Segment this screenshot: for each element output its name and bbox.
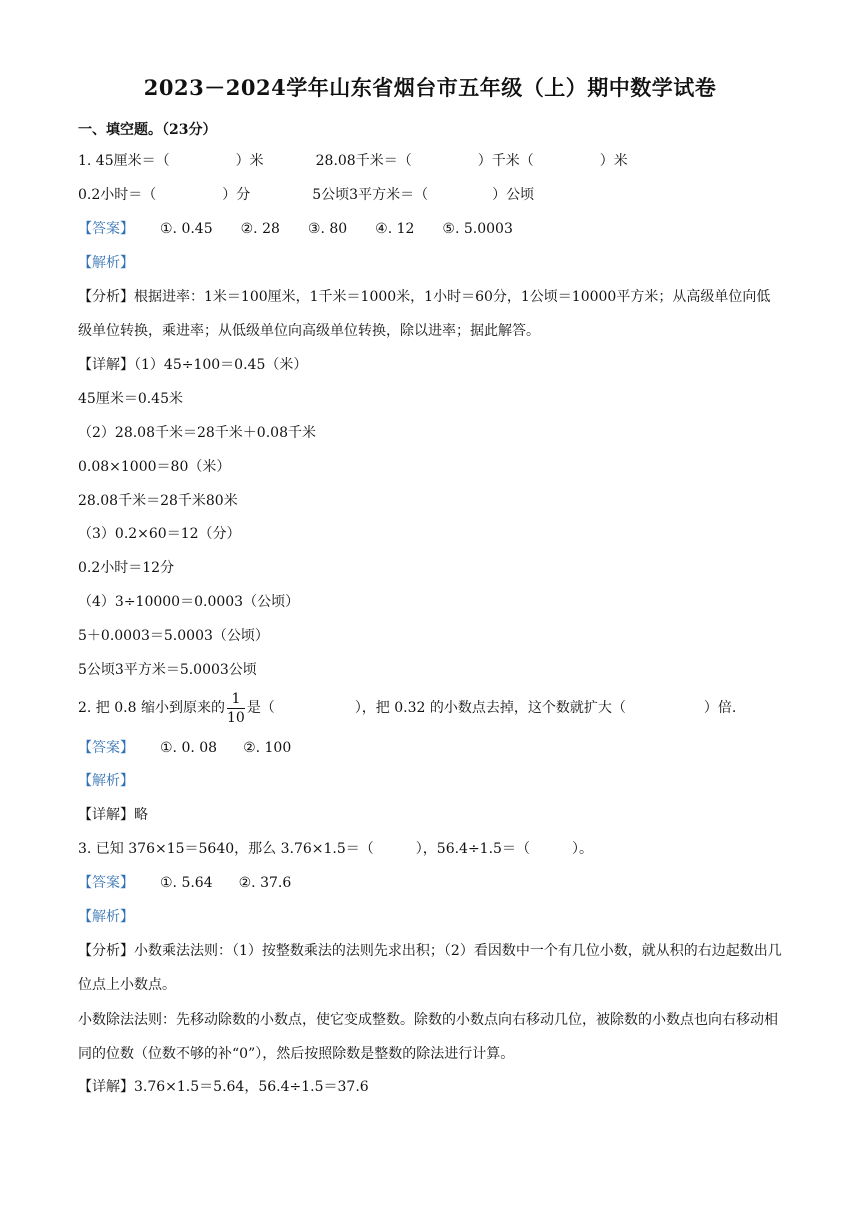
q1-step: 0.08×1000＝80（米） bbox=[78, 459, 231, 475]
q1-step: 28.08千米＝28千米80米 bbox=[78, 493, 238, 509]
xiangjie-text: 略 bbox=[134, 807, 148, 823]
xiangjie-tag: 【详解】 bbox=[78, 357, 134, 373]
analysis-tag: 【解析】 bbox=[78, 255, 134, 271]
answer-item: ①. 5.64 bbox=[160, 875, 213, 891]
q1-answer-line bbox=[78, 219, 513, 239]
answer-item: ②. 100 bbox=[243, 740, 292, 756]
step: （1）45÷100＝0.45（米） bbox=[134, 357, 308, 373]
q1-step: （2）28.08千米＝28千米＋0.08千米 bbox=[78, 425, 316, 441]
q1-step: 0.2小时＝12分 bbox=[78, 560, 175, 576]
q2-text: ）倍. bbox=[703, 700, 737, 716]
answer-item: ⑤. 5.0003 bbox=[442, 221, 513, 237]
q3-detail bbox=[78, 1077, 369, 1097]
page-title: 2023－2024学年山东省烟台市五年级（上）期中数学试卷 bbox=[143, 75, 717, 100]
q1-text: ）分 bbox=[222, 187, 251, 203]
xiangjie-tag: 【详解】 bbox=[78, 807, 134, 823]
q3-text: 3. 已知 376×15＝5640，那么 3.76×1.5＝（ bbox=[78, 841, 374, 857]
q1-detail-1 bbox=[78, 355, 307, 375]
q1-text: 0.2小时＝（ bbox=[78, 187, 157, 203]
q3-line bbox=[78, 839, 593, 859]
answer-item: ②. 37.6 bbox=[238, 875, 292, 891]
fenxi-tag: 【分析】 bbox=[78, 943, 134, 959]
analysis-tag: 【解析】 bbox=[78, 773, 134, 789]
q2-line bbox=[78, 688, 736, 728]
answer-item: ④. 12 bbox=[375, 221, 415, 237]
fenxi-tag: 【分析】 bbox=[78, 289, 134, 305]
fenxi-text: 小数乘法法则：（1）按整数乘法的法则先求出积；（2）看因数中一个有几位小数，就从积的右边起数出几位点上小数点。 bbox=[78, 943, 782, 993]
q1-text: ）米 bbox=[599, 153, 628, 169]
fraction-denominator: 10 bbox=[226, 709, 245, 726]
q3-analysis-1 bbox=[78, 934, 784, 1002]
q1-analysis bbox=[78, 280, 784, 348]
q1-step: 5公顷3平方米＝5.0003公顷 bbox=[78, 662, 257, 678]
section-heading: 一、填空题。（23分） bbox=[78, 122, 217, 138]
q3-answer-line bbox=[78, 873, 291, 893]
analysis-tag: 【解析】 bbox=[78, 909, 134, 925]
q2-text: ），把 0.32 的小数点去掉，这个数就扩大（ bbox=[354, 700, 626, 716]
q2-answer-line bbox=[78, 738, 291, 758]
q2-text: 是（ bbox=[246, 700, 275, 716]
q3-analysis-2: 小数除法法则：先移动除数的小数点，使它变成整数。除数的小数点向右移动几位，被除数的小数点也向右移动相同的位数（位数不够的补“0”），然后按照除数是整数的除法进行计算。 bbox=[78, 1012, 778, 1062]
answer-tag: 【答案】 bbox=[78, 740, 134, 756]
q1-line1 bbox=[78, 151, 628, 171]
fraction-numerator: 1 bbox=[227, 690, 245, 709]
q1-step: 5＋0.0003＝5.0003（公顷） bbox=[78, 628, 269, 644]
q1-step: 45厘米＝0.45米 bbox=[78, 391, 183, 407]
answer-item: ①. 0.45 bbox=[160, 221, 213, 237]
q1-text: ）千米（ bbox=[477, 153, 534, 169]
answer-tag: 【答案】 bbox=[78, 875, 134, 891]
q1-step: （3）0.2×60＝12（分） bbox=[78, 526, 241, 542]
q1-text: ）米 bbox=[235, 153, 264, 169]
fraction bbox=[227, 690, 245, 727]
fenxi-text: 根据进率：1米＝100厘米，1千米＝1000米，1小时＝60分，1公顷＝10000平方米；从高级单位向低级单位转换，乘进率；从低级单位向高级单位转换，除以进率；据此解答。 bbox=[78, 289, 771, 339]
answer-item: ②. 28 bbox=[240, 221, 280, 237]
answer-tag: 【答案】 bbox=[78, 221, 134, 237]
q1-step: （4）3÷10000＝0.0003（公顷） bbox=[78, 594, 300, 610]
answer-item: ③. 80 bbox=[307, 221, 348, 237]
q2-detail bbox=[78, 805, 148, 825]
q1-text: 1. 45厘米＝（ bbox=[78, 153, 170, 169]
xiangjie-tag: 【详解】 bbox=[78, 1079, 134, 1095]
q3-text: ）。 bbox=[571, 841, 593, 857]
q1-line2 bbox=[78, 185, 534, 205]
q1-text: 28.08千米＝（ bbox=[315, 153, 412, 169]
q1-text: 5公顷3平方米＝（ bbox=[312, 187, 429, 203]
xiangjie-text: 3.76×1.5＝5.64，56.4÷1.5＝37.6 bbox=[134, 1079, 369, 1095]
q1-text: ）公顷 bbox=[492, 187, 535, 203]
q2-text: 2. 把 0.8 缩小到原来的 bbox=[78, 700, 225, 716]
answer-item: ①. 0. 08 bbox=[160, 740, 218, 756]
q3-text: ），56.4÷1.5＝（ bbox=[415, 841, 530, 857]
